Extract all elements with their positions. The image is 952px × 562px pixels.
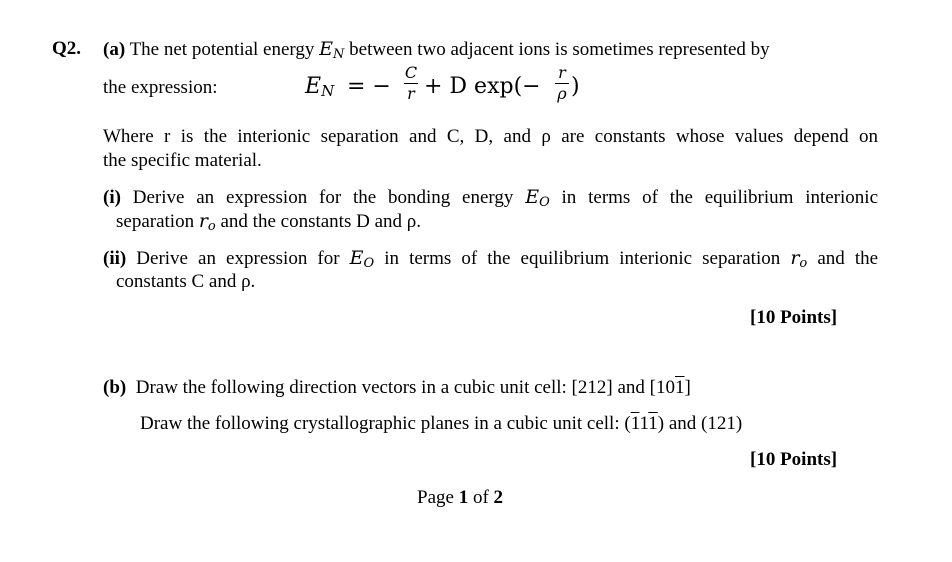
eq-frac-c-r: C r	[404, 63, 418, 103]
subpart-ii-line2: constants C and ρ.	[116, 271, 256, 292]
subpart-ii-line1: (ii) Derive an expression for $E_O$ in terms of the equilibrium interionic separation $r_o$ and the	[103, 247, 879, 271]
eo-symbol-2: $E_O$	[349, 247, 375, 271]
part-a-line2: the expression:	[103, 77, 218, 98]
subpart-i-line1: (i) Derive an expression for the bonding energy $E_O$ in terms of the equilibrium interionic	[103, 186, 878, 210]
part-a-text1: The net potential energy	[129, 39, 315, 60]
part-a-line1	[103, 38, 878, 66]
part-b-line1: (b) Draw the following direction vectors in a cubic unit cell: [212] and [101]	[103, 377, 691, 398]
where-line1: Where r is the interionic separation and C, D, and ρ are constants whose values depend on	[103, 126, 878, 147]
subpart-ii-label: (ii)	[103, 248, 127, 269]
eq-frac-r-rho: r ρ	[555, 64, 569, 103]
eo-symbol: $E_O$	[525, 186, 550, 210]
eq-equals: = −	[347, 74, 391, 99]
eq-lhs: $E_N$	[305, 74, 335, 100]
part-a-points: [10 Points]	[750, 307, 838, 328]
part-a-text1-rest: between two adjacent ions is sometimes represented by	[349, 39, 770, 60]
part-b-line2: Draw the following crystallographic planes in a cubic unit cell: (111) and (121)	[140, 413, 743, 434]
eq-close: )	[571, 74, 580, 99]
where-line2: the specific material.	[103, 150, 262, 171]
part-b-label: (b)	[103, 377, 127, 398]
en-symbol: $E_N$	[319, 38, 345, 62]
eq-exp: + D exp(−	[424, 74, 541, 99]
ro-symbol-2: $r_o$	[790, 247, 808, 271]
subpart-i-label: (i)	[103, 187, 121, 208]
subpart-i-line2: separation $r_o$ and the constants D and ρ.	[116, 210, 421, 234]
part-a-label: (a)	[103, 39, 126, 60]
page-footer: Page 1 of 2	[417, 487, 504, 508]
part-b-points: [10 Points]	[750, 449, 838, 470]
question-number: Q2.	[52, 38, 82, 59]
ro-symbol: $r_o$	[198, 210, 216, 234]
